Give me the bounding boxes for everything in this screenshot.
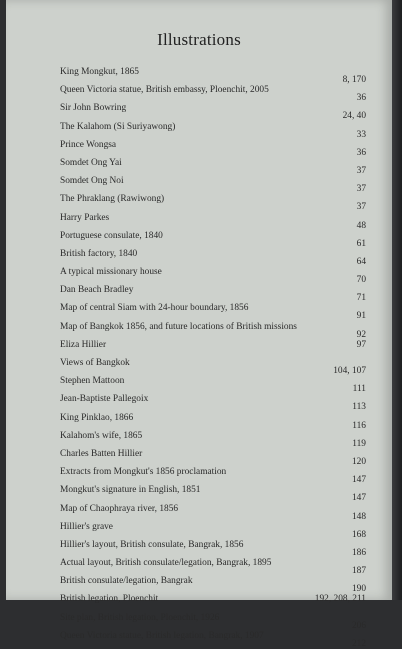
page-number: 97 xyxy=(356,339,366,350)
list-item xyxy=(60,466,366,484)
page-number: 36 xyxy=(356,147,366,158)
list-item xyxy=(60,66,366,84)
page-number: 8, 170 xyxy=(342,75,366,85)
list-item xyxy=(60,375,366,393)
illustration-title: Mongkut's signature in English, 1851 xyxy=(60,485,201,496)
list-item xyxy=(60,612,366,630)
page-number: 111 xyxy=(352,384,366,395)
list-item xyxy=(60,321,366,339)
illustration-title: Somdet Ong Yai xyxy=(60,157,122,168)
illustration-title: King Pinklao, 1866 xyxy=(60,412,134,423)
illustration-title: Prince Wongsa xyxy=(60,139,117,150)
page-number: 104, 107 xyxy=(333,366,366,376)
list-item xyxy=(60,266,366,284)
illustration-title: King Mongkut, 1865 xyxy=(60,67,139,77)
list-item xyxy=(60,84,366,102)
illustration-title: The Phraklang (Rawiwong) xyxy=(60,194,165,205)
list-item xyxy=(60,557,366,575)
page-title: Illustrations xyxy=(157,30,241,49)
illustration-title: Jean-Baptiste Pallegoix xyxy=(60,394,149,405)
page-number: 64 xyxy=(356,256,366,267)
list-item xyxy=(60,248,366,266)
list-item xyxy=(60,139,366,157)
list-item xyxy=(60,630,366,648)
page-number: 186 xyxy=(351,547,366,558)
list-item xyxy=(60,393,366,411)
page-number: 187 xyxy=(351,566,366,577)
page-number: 61 xyxy=(356,238,366,249)
illustration-title: Queen Victoria statue, British embassy, Ploenchit, 2005 xyxy=(60,85,269,96)
page-number: 190 xyxy=(351,584,366,595)
page-number: 37 xyxy=(356,165,366,176)
illustration-title: Sir John Bowring xyxy=(60,103,127,114)
page-number: 48 xyxy=(356,220,366,231)
illustration-title: Hillier's layout, British consulate, Bangrak, 1856 xyxy=(60,539,244,550)
list-item xyxy=(60,484,366,502)
list-item xyxy=(60,575,366,593)
page-number: 206 xyxy=(351,620,366,631)
page-number: 70 xyxy=(356,275,366,286)
page-number: 147 xyxy=(351,475,366,486)
illustration-title: Charles Batten Hillier xyxy=(60,448,143,459)
book-page xyxy=(6,0,392,649)
illustration-title: Map of Chaophraya river, 1856 xyxy=(60,503,179,514)
list-item xyxy=(60,230,366,248)
list-item xyxy=(60,175,366,193)
list-item xyxy=(60,193,366,211)
list-item xyxy=(60,412,366,430)
page-number: 24, 40 xyxy=(342,111,366,122)
illustration-title: Dan Beach Bradley xyxy=(60,285,134,296)
page-edge-shadow xyxy=(392,0,402,600)
illustration-title: Views of Bangkok xyxy=(60,358,130,368)
illustration-title: The Kalahom (Si Suriyawong) xyxy=(60,121,176,132)
list-item xyxy=(60,448,366,466)
list-item xyxy=(60,593,366,611)
illustration-title: Somdet Ong Noi xyxy=(60,176,124,187)
page-number: 91 xyxy=(356,311,366,322)
illustration-title: Actual layout, British consulate/legation, Bangrak, 1895 xyxy=(60,558,272,569)
page-number: 71 xyxy=(356,293,366,304)
page-number: 37 xyxy=(356,184,366,195)
illustration-title: British consulate/legation, Bangrak xyxy=(60,576,193,587)
page-number: 168 xyxy=(351,529,366,540)
illustration-title: Stephen Mattoon xyxy=(60,376,125,387)
list-item xyxy=(60,102,366,120)
page-number: 148 xyxy=(351,511,366,522)
page-number: 116 xyxy=(352,420,366,431)
illustration-title: British legation, Ploenchit xyxy=(60,594,159,605)
illustration-title: Site plan, British legation, Ploenchit, 1926 xyxy=(60,612,220,623)
page-number: 147 xyxy=(351,493,366,504)
list-item xyxy=(60,503,366,521)
page-number: 92 xyxy=(356,329,366,340)
page-number: 119 xyxy=(352,438,366,449)
list-item xyxy=(60,302,366,320)
list-item xyxy=(60,284,366,302)
list-item xyxy=(60,521,366,539)
illustration-title: Queen Victoria statue, British legation, Bangrak, 1907 xyxy=(60,630,264,641)
page-number: 212 xyxy=(351,638,366,649)
page-number: 37 xyxy=(356,202,366,213)
illustration-title: Portuguese consulate, 1840 xyxy=(60,230,163,241)
illustration-title: Map of central Siam with 24-hour boundary, 1856 xyxy=(60,303,249,314)
list-item xyxy=(60,357,366,375)
page-number: 192, 208, 211 xyxy=(314,594,366,605)
page-number: 33 xyxy=(356,129,366,140)
list-item xyxy=(60,157,366,175)
illustration-title: A typical missionary house xyxy=(60,267,162,278)
illustration-title: Hillier's grave xyxy=(60,521,113,532)
list-item xyxy=(60,212,366,230)
list-item xyxy=(60,121,366,139)
illustration-title: Eliza Hillier xyxy=(60,339,107,350)
illustration-title: Extracts from Mongkut's 1856 proclamation xyxy=(60,467,227,478)
illustration-title: Harry Parkes xyxy=(60,212,110,223)
page-number: 36 xyxy=(356,93,366,104)
list-item xyxy=(60,539,366,557)
illustration-title: Kalahom's wife, 1865 xyxy=(60,430,143,441)
illustration-title: British factory, 1840 xyxy=(60,248,138,259)
page-number: 120 xyxy=(351,456,366,467)
illustration-title: Map of Bangkok 1856, and future locations of British missions xyxy=(60,321,297,332)
list-item xyxy=(60,430,366,448)
illustrations-list xyxy=(60,66,366,648)
page-number: 113 xyxy=(352,402,366,413)
list-item xyxy=(60,339,366,357)
